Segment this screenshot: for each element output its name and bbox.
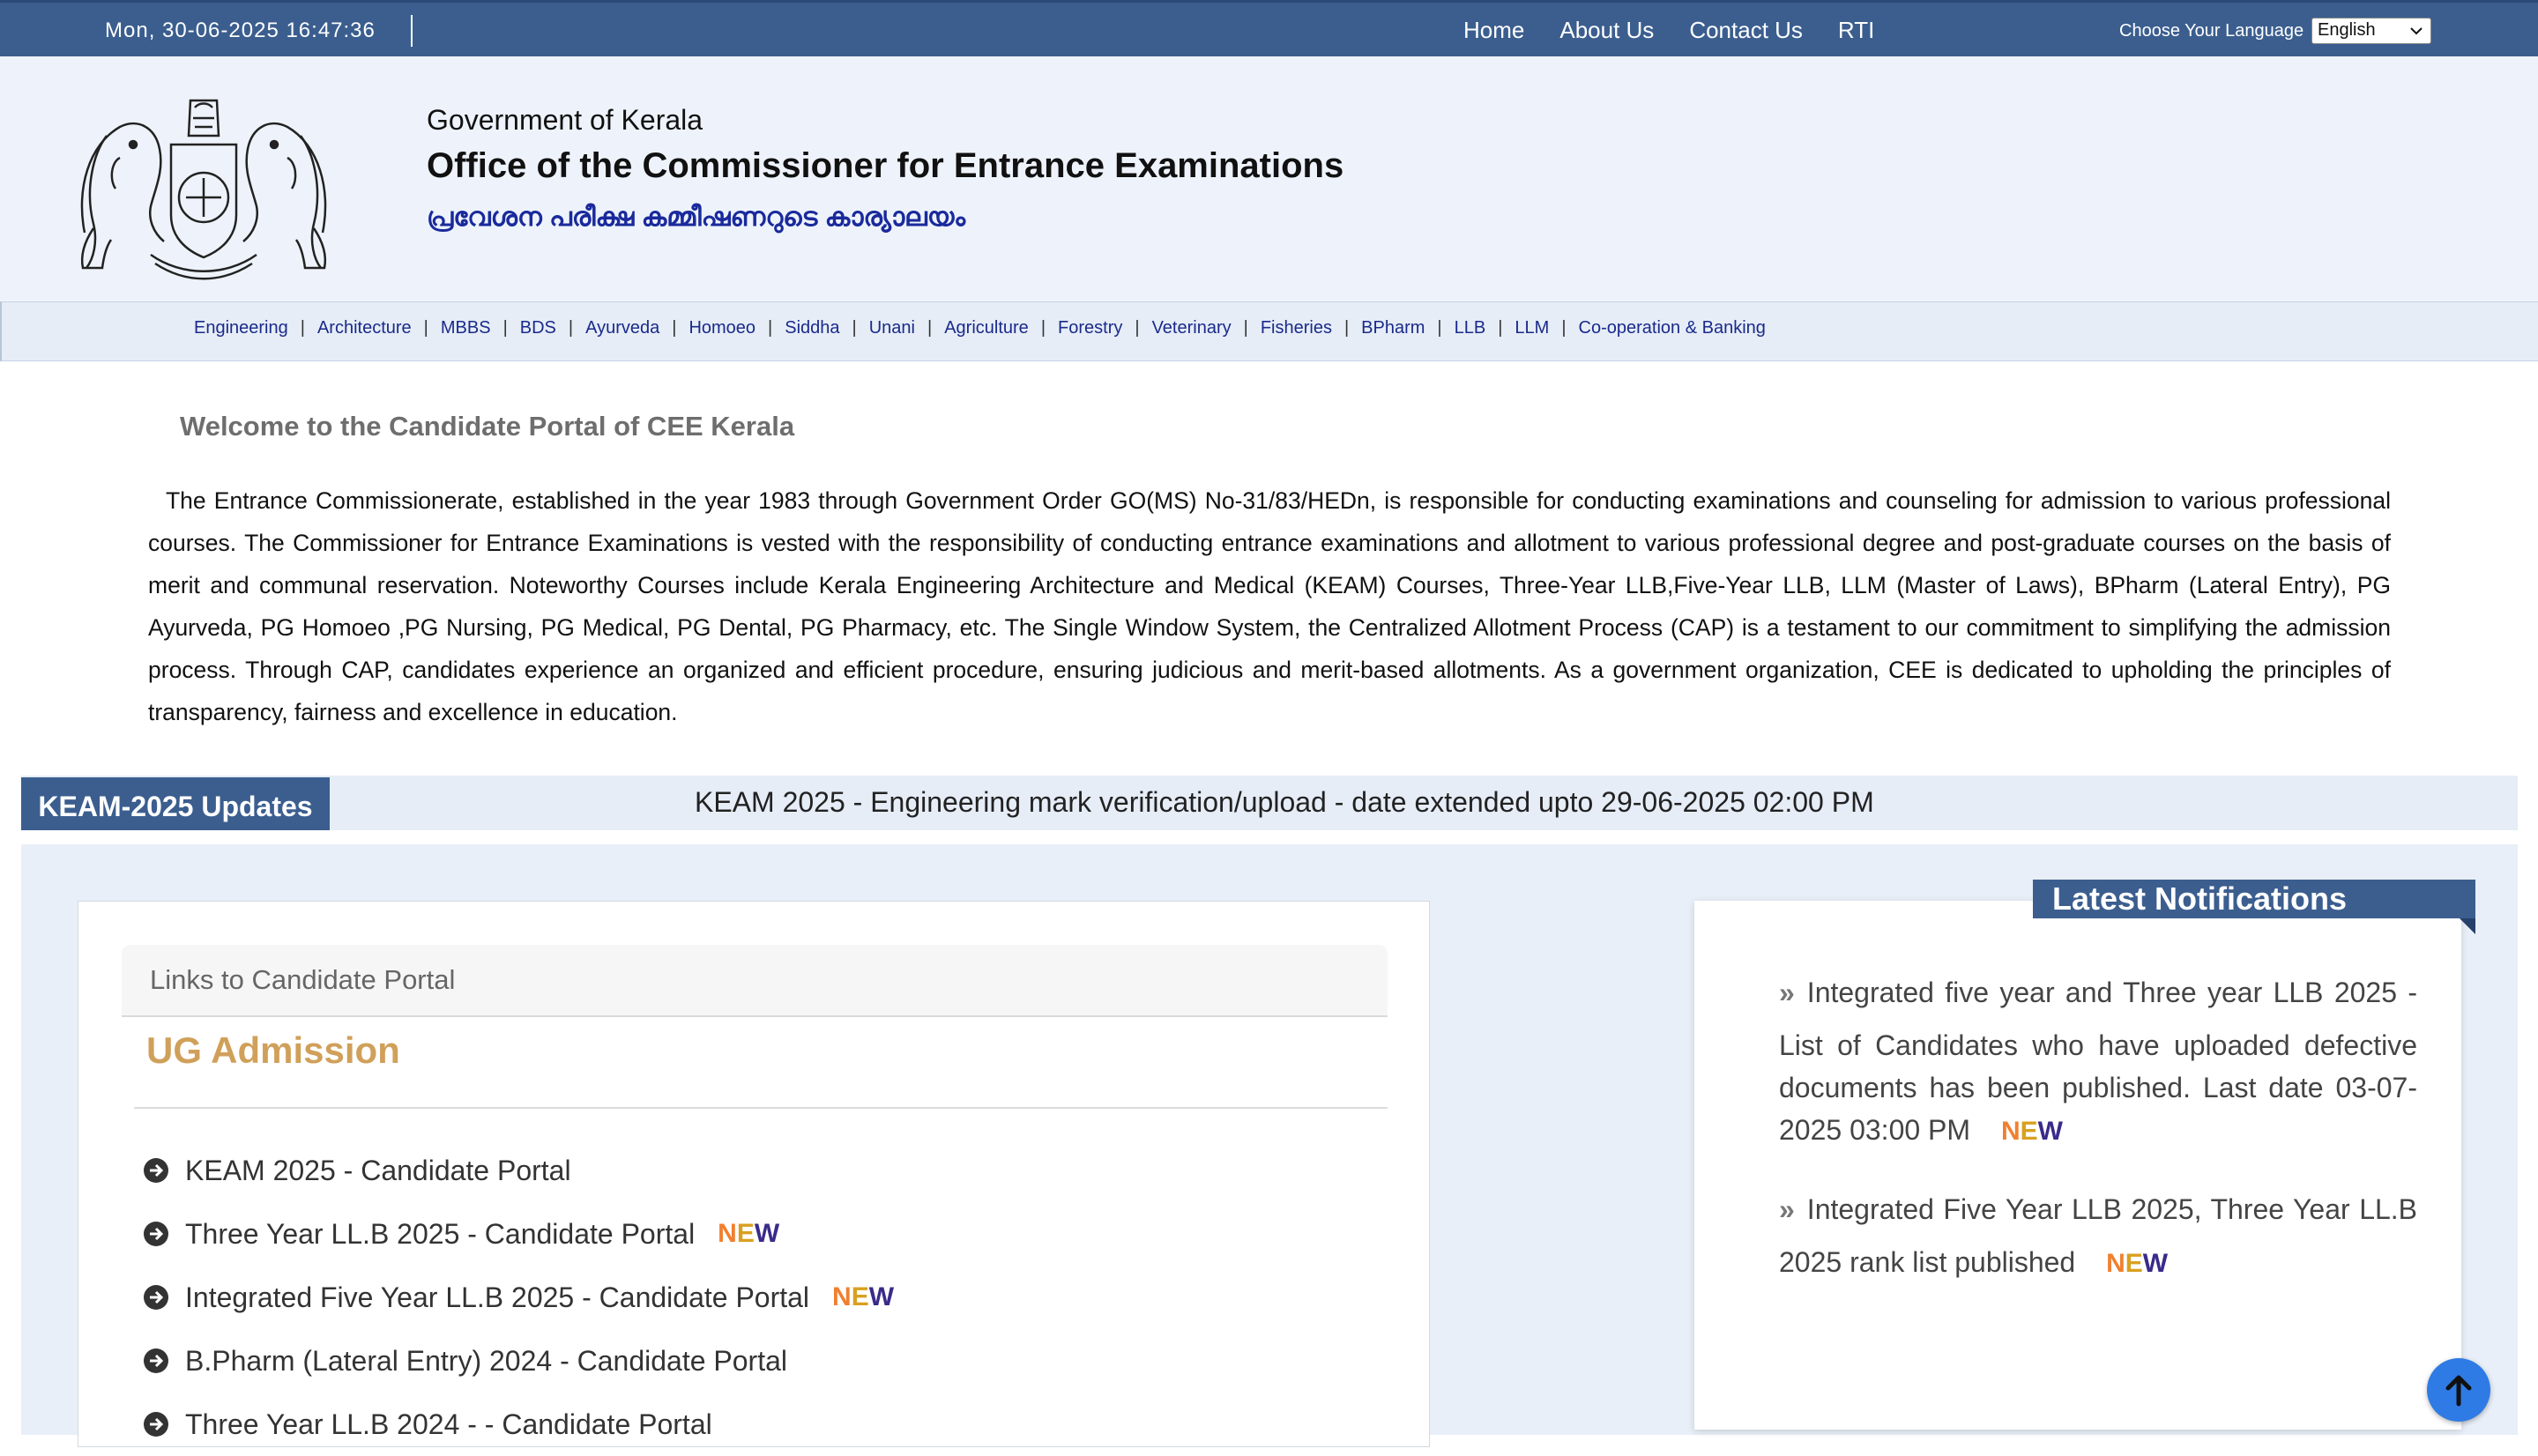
course-link-bpharm[interactable]: BPharm bbox=[1361, 318, 1425, 338]
arrow-up-icon bbox=[2443, 1372, 2475, 1408]
arrow-circle-right-icon bbox=[143, 1221, 169, 1247]
ug-admission-heading: UG Admission bbox=[146, 1029, 400, 1071]
course-link-fisheries[interactable]: Fisheries bbox=[1260, 318, 1332, 338]
double-chevron-right-icon: » bbox=[1779, 977, 1795, 1008]
link-separator: | bbox=[1040, 318, 1046, 338]
kerala-emblem-logo bbox=[67, 83, 340, 286]
language-select[interactable] bbox=[2311, 18, 2431, 44]
link-separator: | bbox=[768, 318, 773, 338]
nav-about-link[interactable]: About Us bbox=[1559, 17, 1655, 43]
portal-links-header bbox=[122, 945, 1388, 1017]
arrow-circle-right-icon bbox=[143, 1348, 169, 1374]
portal-link-bpharm-2024[interactable] bbox=[143, 1329, 894, 1393]
notifications-heading: Latest Notifications bbox=[2033, 880, 2475, 918]
top-nav bbox=[1463, 17, 1874, 44]
notifications-list bbox=[1779, 961, 2417, 1310]
notification-item[interactable] bbox=[1779, 961, 2417, 1153]
site-header bbox=[0, 56, 2538, 301]
link-separator: | bbox=[1498, 318, 1503, 338]
portal-link-label: Three Year LL.B 2024 - - Candidate Portal bbox=[185, 1408, 712, 1440]
nav-contact-link[interactable]: Contact Us bbox=[1689, 17, 1803, 43]
link-separator: | bbox=[672, 318, 677, 338]
portal-link-five-year-llb-2025[interactable] bbox=[143, 1266, 894, 1329]
portal-link-three-year-llb-2024[interactable] bbox=[143, 1393, 894, 1456]
course-link-forestry[interactable]: Forestry bbox=[1058, 318, 1123, 338]
course-link-llm[interactable]: LLM bbox=[1515, 318, 1550, 338]
link-separator: | bbox=[1561, 318, 1567, 338]
link-separator: | bbox=[568, 318, 574, 338]
arrow-circle-right-icon bbox=[143, 1157, 169, 1184]
arrow-circle-right-icon bbox=[143, 1411, 169, 1437]
link-separator: | bbox=[927, 318, 933, 338]
government-title: Government of Kerala bbox=[427, 104, 703, 136]
welcome-paragraph: The Entrance Commissionerate, established in the year 1983 through Government Order GO(MS) No-31/83/HEDn, is responsible for conducting examinations and counseling for admission to various professional courses. The Commissioner for Entrance Examinations is vested with the responsibility of conducting entrance examinations and allotment to various professional degree and post-graduate courses on the basis of merit and communal reservation. Noteworthy Courses include Kerala Engineering Architecture and Medical (KEAM) Courses, Three-Year LLB,Five-Year LLB, LLM (Master of Laws), BPharm (Lateral Entry), PG Ayurveda, PG Homoeo ,PG Nursing, PG Medical, PG Dental, PG Pharmacy, etc. The Single Window System, the Centralized Allotment Process (CAP) is a testament to our commitment to simplifying the admission process. Through CAP, candidates experience an organized and efficient procedure, ensuring judicious and merit-based allotments. As a government organization, CEE is dedicated to upholding the principles of transparency, fairness and excellence in education. bbox=[148, 487, 2391, 725]
portal-link-three-year-llb-2025[interactable] bbox=[143, 1202, 894, 1266]
portal-link-label: Integrated Five Year LL.B 2025 - Candidate Portal bbox=[185, 1281, 810, 1313]
link-separator: | bbox=[502, 318, 508, 338]
portal-link-label: Three Year LL.B 2025 - Candidate Portal bbox=[185, 1217, 696, 1250]
course-link-bds[interactable]: BDS bbox=[519, 318, 556, 338]
link-separator: | bbox=[1437, 318, 1442, 338]
link-separator: | bbox=[300, 318, 305, 338]
course-link-architecture[interactable]: Architecture bbox=[316, 318, 412, 338]
scroll-to-top-button[interactable] bbox=[2427, 1358, 2490, 1422]
portal-link-label: B.Pharm (Lateral Entry) 2024 - Candidate Portal bbox=[185, 1344, 787, 1377]
course-link-ayurveda[interactable]: Ayurveda bbox=[585, 318, 660, 338]
course-link-veterinary[interactable]: Veterinary bbox=[1151, 318, 1232, 338]
notification-item[interactable] bbox=[1779, 1177, 2417, 1285]
double-chevron-right-icon: » bbox=[1779, 1193, 1795, 1225]
new-badge: NEW bbox=[2106, 1249, 2169, 1278]
course-nav-bar bbox=[0, 301, 2538, 361]
course-link-siddha[interactable]: Siddha bbox=[785, 318, 840, 338]
language-label: Choose Your Language bbox=[2119, 21, 2304, 41]
course-link-agriculture[interactable]: Agriculture bbox=[944, 318, 1029, 338]
notification-text: Integrated five year and Three year LLB 2025 - bbox=[1806, 977, 2417, 1008]
welcome-heading: Welcome to the Candidate Portal of CEE Kerala bbox=[180, 411, 795, 442]
link-separator: | bbox=[1243, 318, 1248, 338]
link-separator: | bbox=[852, 318, 857, 338]
portal-links-title: Links to Candidate Portal bbox=[150, 964, 456, 995]
notification-text-cont: LL.B 2025 rank list published bbox=[1779, 1193, 2418, 1278]
language-selected-value: English bbox=[2318, 20, 2376, 40]
course-link-engineering[interactable]: Engineering bbox=[194, 318, 288, 338]
divider bbox=[134, 1107, 1388, 1109]
course-link-llb[interactable]: LLB bbox=[1454, 318, 1486, 338]
office-title: Office of the Commissioner for Entrance Examinations bbox=[427, 146, 1344, 185]
course-links bbox=[194, 318, 1766, 338]
course-link-mbbs[interactable]: MBBS bbox=[440, 318, 491, 338]
portal-link-list bbox=[143, 1139, 894, 1456]
office-title-malayalam: പ്രവേശന പരീക്ഷ കമ്മീഷണറുടെ കാര്യാലയം bbox=[427, 203, 966, 232]
notification-text-cont: List of Candidates who have uploaded defective documents has been published. Last date 03-07-2025 03:00 PM bbox=[1779, 1029, 2417, 1146]
nav-rti-link[interactable]: RTI bbox=[1837, 17, 1875, 43]
portal-link-keam-2025[interactable] bbox=[143, 1139, 894, 1202]
top-bar bbox=[0, 0, 2538, 56]
updates-tag: KEAM-2025 Updates bbox=[21, 777, 330, 830]
chevron-down-icon bbox=[2409, 24, 2423, 38]
course-link-unani[interactable]: Unani bbox=[868, 318, 915, 338]
link-separator: | bbox=[423, 318, 428, 338]
nav-home-link[interactable]: Home bbox=[1463, 17, 1525, 43]
new-badge: NEW bbox=[2000, 1117, 2063, 1146]
link-separator: | bbox=[1135, 318, 1140, 338]
arrow-circle-right-icon bbox=[143, 1284, 169, 1311]
portal-link-label: KEAM 2025 - Candidate Portal bbox=[185, 1154, 571, 1186]
course-link-co-operation-banking[interactable]: Co-operation & Banking bbox=[1578, 318, 1766, 338]
new-badge: NEW bbox=[832, 1282, 895, 1311]
new-badge: NEW bbox=[718, 1219, 780, 1248]
updates-ticker[interactable]: KEAM 2025 - Engineering mark verification/upload - date extended upto 29-06-2025 02:00 PM bbox=[695, 786, 1874, 818]
datetime-divider bbox=[411, 15, 413, 47]
link-separator: | bbox=[1343, 318, 1350, 338]
course-link-homoeo[interactable]: Homoeo bbox=[688, 318, 756, 338]
notification-text: Integrated Five Year LLB 2025, Three Year bbox=[1806, 1193, 2350, 1225]
ribbon-fold bbox=[2460, 918, 2475, 934]
current-datetime: Mon, 30-06-2025 16:47:36 bbox=[105, 19, 376, 42]
